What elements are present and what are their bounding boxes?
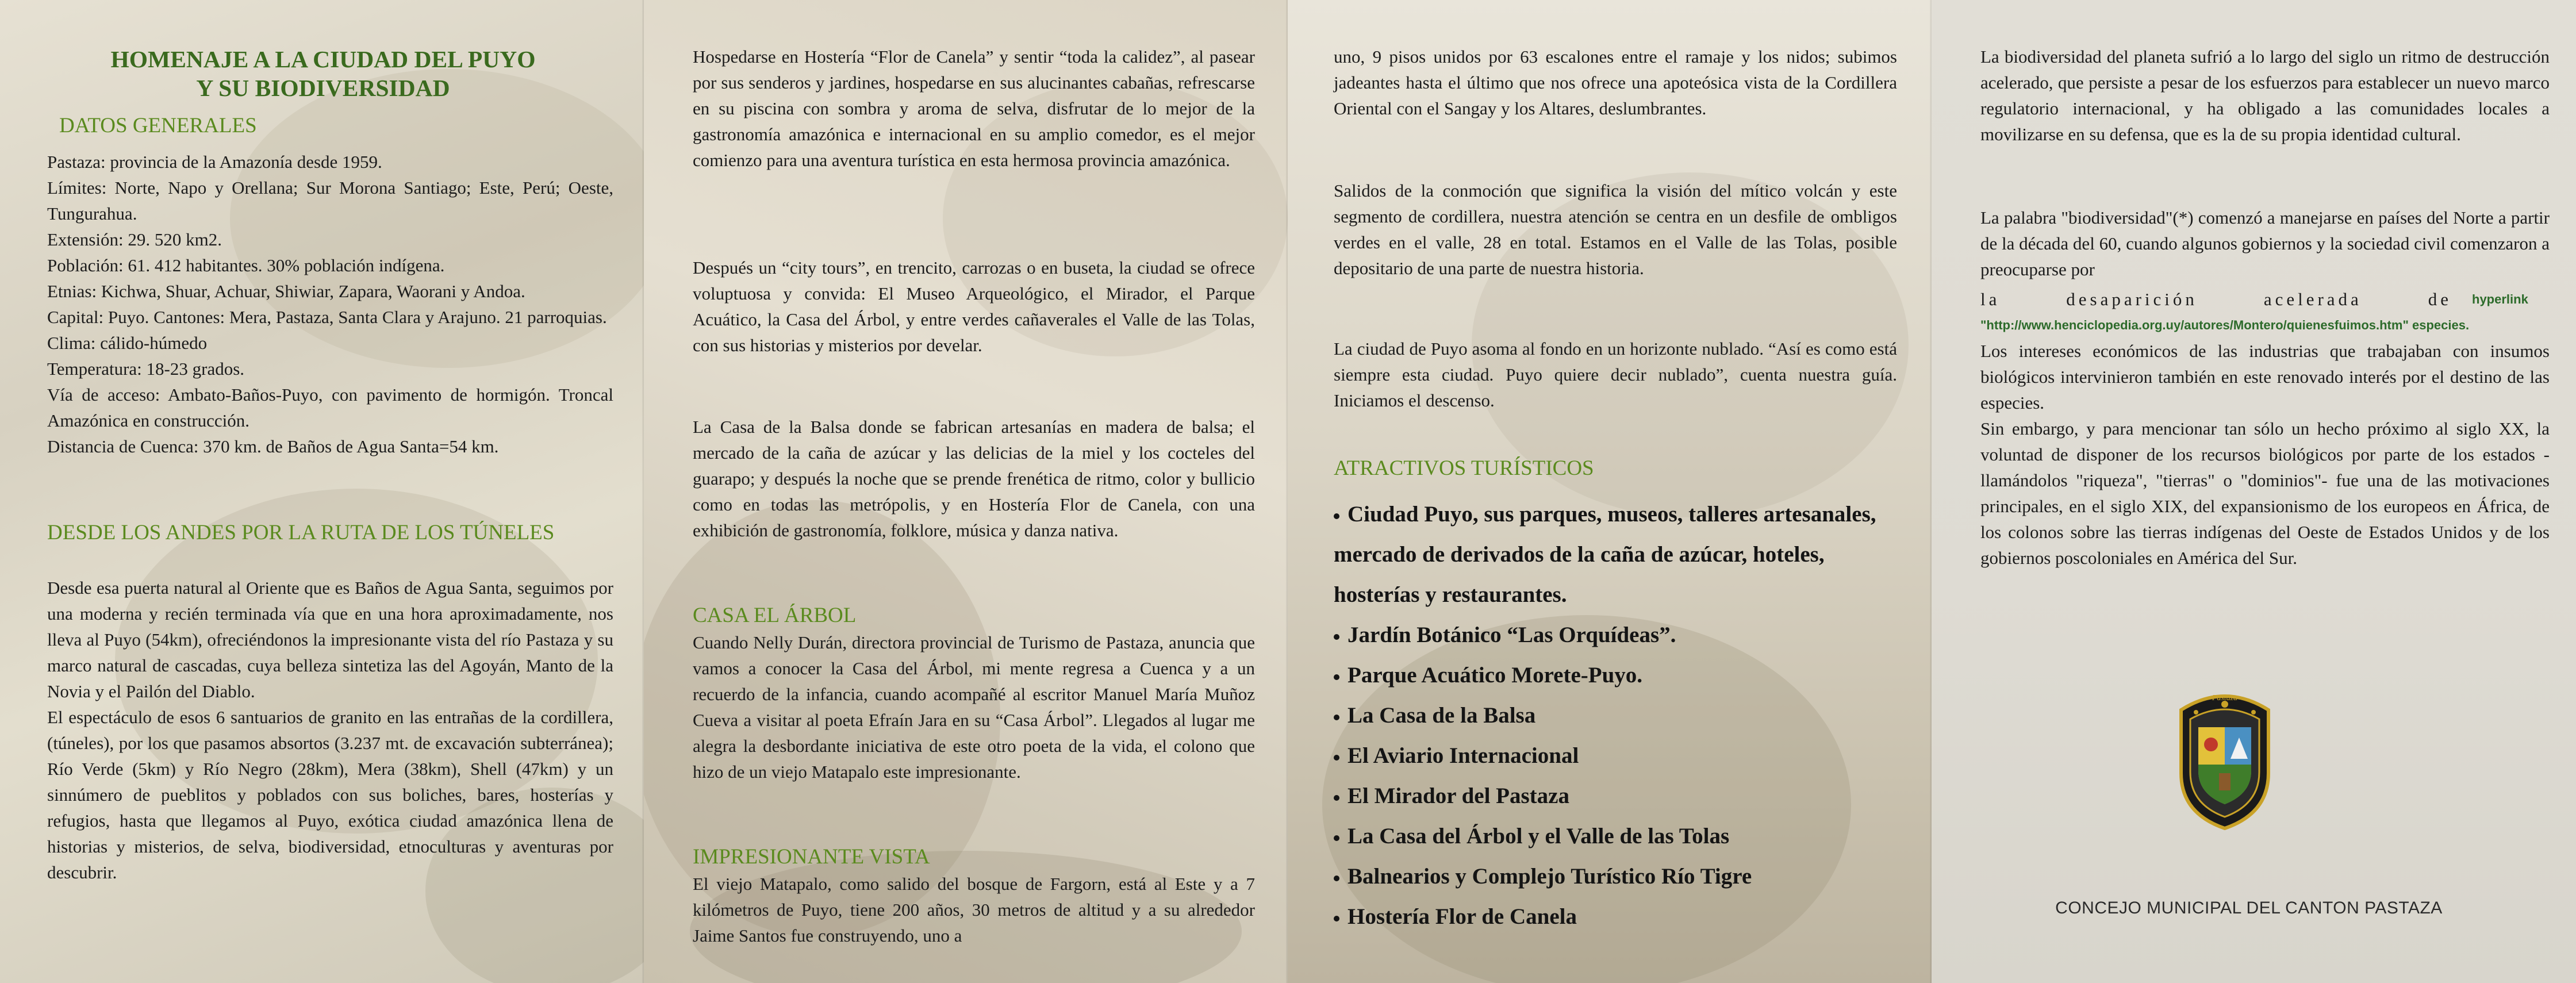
footer-council-name: CONCEJO MUNICIPAL DEL CANTON PASTAZA <box>2055 898 2443 917</box>
list-item: Balnearios y Complejo Turístico Río Tigre <box>1334 857 1914 897</box>
paragraph-nine-floors: uno, 9 pisos unidos por 63 escalones entre el ramaje y los nidos; subimos jadeantes hasta el último que nos ofrece una apoteósica vista de la Cordillera Oriental con el Sangay y los Altares, deslumbrantes. <box>1334 47 1897 118</box>
list-item: La Casa de la Balsa <box>1334 696 1914 736</box>
general-item: Capital: Puyo. Cantones: Mera, Pastaza, Santa Clara y Arajuno. 21 parroquias. <box>47 307 607 327</box>
seal-text: Pastaza <box>2212 694 2238 702</box>
general-item: Vía de acceso: Ambato-Baños-Puyo, con pavimento de hormigón. Troncal Amazónica en construcción. <box>47 385 613 431</box>
attractions-list <box>1334 494 1914 937</box>
hyperlink-url[interactable]: "http://www.henciclopedia.org.uy/autores/Montero/quienesfuimos.htm" especies. <box>1980 318 2470 332</box>
heading-datos-generales: DATOS GENERALES <box>59 114 257 137</box>
paragraph-biodiversity-4: Sin embargo, y para mencionar tan sólo un hecho próximo al siglo XX, la voluntad de disponer de los recursos biológicos por parte de los estados -llamándolos "riqueza", "tierras" o "dominios"- fue una de las motivaciones principales, en el siglo XIX, del expansionismo de los europeos en África, de los colonos sobre las tierras indígenas del Oeste de Estados Unidos y de los gobiernos poscoloniales en América del Sur. <box>1980 418 2550 568</box>
title-line-2: Y SU BIODIVERSIDAD <box>196 75 450 101</box>
heading-casa-el-arbol: CASA EL ÁRBOL <box>693 604 857 627</box>
general-item: Clima: cálido-húmedo <box>47 333 208 353</box>
main-title <box>47 45 599 102</box>
list-item: Jardín Botánico “Las Orquídeas”. <box>1334 615 1914 655</box>
bullet-icon <box>1334 715 1339 720</box>
list-item: Hostería Flor de Canela <box>1334 897 1914 937</box>
bullet-icon <box>1334 513 1339 519</box>
bullet-icon <box>1334 795 1339 801</box>
heading-atractivos: ATRACTIVOS TURÍSTICOS <box>1334 456 1594 480</box>
general-item: Extensión: 29. 520 km2. <box>47 229 222 249</box>
paragraph-flor-de-canela: Hospedarse en Hostería “Flor de Canela” y sentir “toda la calidez”, al pasear por sus senderos y jardines, hospedarse en sus alucinantes cabañas, refrescarse en su piscina con sombra y aroma de selva, disfrutar de lo mejor de la gastronomía amazónica e internacional en su amplio comedor, es el mejor comienzo para una aventura turística en esta hermosa provincia amazónica. <box>693 47 1255 170</box>
paragraph-valle-tolas: Salidos de la conmoción que significa la visión del mítico volcán y este segmento de cordillera, nuestra atención se centra en un desfile de ombligos verdes en el valle, 28 en total. Estamos en el Valle de las Tolas, posible depositario de una parte de nuestra historia. <box>1334 181 1897 278</box>
bullet-icon <box>1334 755 1339 761</box>
general-item: Límites: Norte, Napo y Orellana; Sur Morona Santiago; Este, Perú; Oeste, Tungurahua. <box>47 178 613 224</box>
general-item: Pastaza: provincia de la Amazonía desde 1959. <box>47 152 382 172</box>
bullet-icon <box>1334 634 1339 640</box>
spaced-line: la desaparición acelerada de <box>1980 289 2452 309</box>
paragraph-biodiversity-1: La biodiversidad del planeta sufrió a lo largo del siglo un ritmo de destrucción acelerado, que persiste a pesar de los esfuerzos para establecer un nuevo marco regulatorio internacional, y ha obligado a las comunidades locales a movilizarse en su defensa, que es la de su propia identidad cultural. <box>1980 47 2550 144</box>
paragraph-biodiversity-3: Los intereses económicos de las industrias que trabajaban con insumos biológicos intervinieron también en este renovado interés por el destino de las especies. <box>1980 341 2550 413</box>
bullet-icon <box>1334 835 1339 841</box>
paragraph-city-tours: Después un “city tours”, en trencito, carrozas o en buseta, la ciudad se ofrece voluptuosa y convida: El Museo Arqueológico, el Mirador, el Parque Acuático, la Casa del Árbol, y entre verdes cañaverales el Valle de las Tolas, con sus historias y misterios por develar. <box>693 258 1255 355</box>
paragraph: El espectáculo de esos 6 santuarios de granito en las entrañas de la cordillera, (túneles), por los que pasamos absortos (3.237 mt. de excavación subterránea); Río Verde (5km) y Río Negro (28km), Mera (38km), Shell (47km) y un sinnúmero de pueblitos y poblados con sus boliches, bares, hosterías y refugios, hasta que llegamos al Puyo, exótica ciudad amazónica llena de historias y misterios, de selva, biodiversidad, etnoculturas y aventuras por descubrir. <box>47 707 613 882</box>
bullet-icon <box>1334 674 1339 680</box>
general-data-list <box>47 149 613 459</box>
list-item: La Casa del Árbol y el Valle de las Tolas <box>1334 816 1914 857</box>
bullet-icon <box>1334 916 1339 921</box>
paragraph-nublado: La ciudad de Puyo asoma al fondo en un horizonte nublado. “Así es como está siempre esta ciudad. Puyo quiere decir nublado”, cuenta nuestra guía. Iniciamos el descenso. <box>1334 339 1897 410</box>
general-item: Distancia de Cuenca: 370 km. de Baños de Agua Santa=54 km. <box>47 436 499 456</box>
general-item: Etnias: Kichwa, Shuar, Achuar, Shiwiar, Zapara, Waorani y Andoa. <box>47 281 525 301</box>
bullet-icon <box>1334 876 1339 881</box>
paragraph-vista: El viejo Matapalo, como salido del bosque de Fargorn, está al Este y a 7 kilómetros de Puyo, tiene 200 años, 30 metros de altitud y a su alrededor Jaime Santos fue construyendo, uno a <box>693 874 1255 946</box>
list-item: El Aviario Internacional <box>1334 736 1914 776</box>
general-item: Población: 61. 412 habitantes. 30% población indígena. <box>47 255 445 275</box>
paragraph-casa-arbol: Cuando Nelly Durán, directora provincial de Turismo de Pastaza, anuncia que vamos a conocer la Casa del Árbol, mi mente regresa a Cuenca y a un recuerdo de la infancia, cuando acompañé al escritor Manuel María Muñoz Cueva a visitar al poeta Efraín Jara en su “Casa Árbol”. Llegados al lugar me alegra la desbordante iniciativa de este otro poeta de la vida, el colono que hizo de un viejo Matapalo este impresionante. <box>693 632 1255 782</box>
hyperlink-label[interactable]: hyperlink <box>2472 292 2528 306</box>
list-item: El Mirador del Pastaza <box>1334 776 1914 816</box>
paragraph: Desde esa puerta natural al Oriente que es Baños de Agua Santa, seguimos por una moderna y recién terminada vía que en una hora aproximadamente, nos lleva al Puyo (54km), ofreciéndonos la impresionante vista del río Pastaza y su marco natural de cascadas, cuya belleza sintetiza las del Agoyán, Manto de la Novia y el Pailón del Diablo. <box>47 578 613 701</box>
route-text <box>47 575 613 885</box>
heading-ruta-tuneles: DESDE LOS ANDES POR LA RUTA DE LOS TÚNELES <box>47 521 555 544</box>
list-item: Ciudad Puyo, sus parques, museos, talleres artesanales, mercado de derivados de la caña de azúcar, hoteles, hosterías y restaurantes. <box>1334 502 1876 607</box>
title-line-1: HOMENAJE A LA CIUDAD DEL PUYO <box>110 46 536 72</box>
list-item: Parque Acuático Morete-Puyo. <box>1334 655 1914 696</box>
general-item: Temperatura: 18-23 grados. <box>47 359 245 379</box>
municipal-seal-icon <box>2173 687 2276 831</box>
heading-impresionante-vista: IMPRESIONANTE VISTA <box>693 845 930 869</box>
paragraph-biodiversity-2: La palabra "biodiversidad"(*) comenzó a manejarse en países del Norte a partir de la década del 60, cuando algunos gobiernos y la sociedad civil comenzaron a preocuparse por <box>1980 208 2550 279</box>
paragraph-casa-balsa: La Casa de la Balsa donde se fabrican artesanías en madera de balsa; el mercado de la caña de azúcar y las delicias de la miel y los cocteles del guarapo; y después la noche que se prende frenética de ritmo, color y bullicio como en todas las metrópolis, y en Hostería Flor de Canela, con una exhibición de gastronomía, folklore, música y danza nativa. <box>693 417 1255 540</box>
